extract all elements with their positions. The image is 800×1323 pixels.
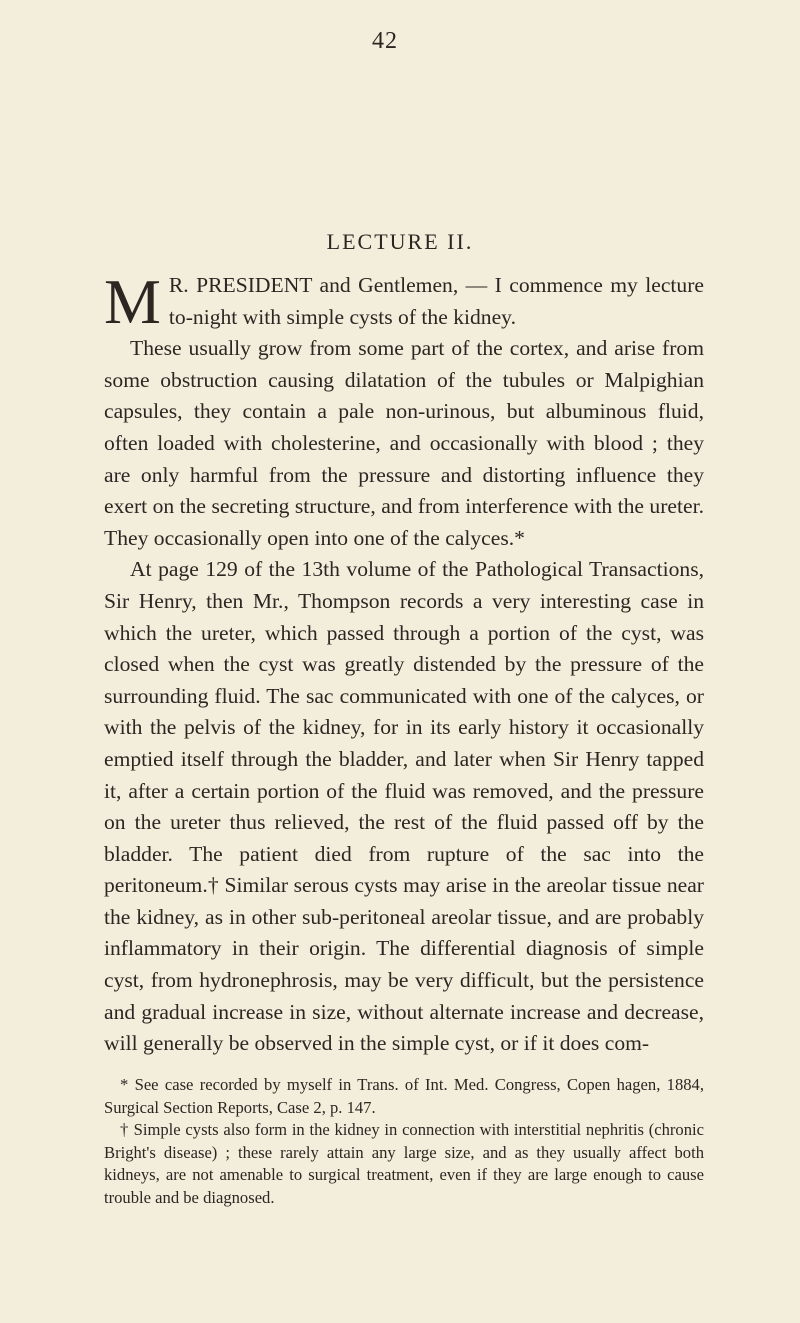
footnotes <box>104 1074 704 1209</box>
paragraph: These usually grow from some part of the cortex, and arise from some obstruction causing dilatation of the tubules or Malpighian capsules, they contain a pale non-urinous, but albuminous fluid, often loaded with cholesterine, and occasionally with blood ; they are only harmful from the pressure and distorting influence they exert on the secreting structure, and from interference with the ureter. They occasionally open into one of the calyces.* <box>104 336 704 550</box>
body-text <box>104 266 704 1060</box>
page-number: 42 <box>372 28 398 54</box>
drop-cap: M <box>104 266 161 337</box>
paragraph-opening <box>104 266 704 337</box>
paragraph-opening-text: R. PRESIDENT and Gentlemen, — I commence my lecture to-night with simple cysts of the kidney. <box>168 273 704 329</box>
footnote: † Simple cysts also form in the kidney in connection with interstitial nephritis (chronic Bright's disease) ; these rarely attain any large size, and as they usually affect both kidneys, are not amenable to surgical treatment, even if they are large enough to cause trouble and be diagnosed. <box>104 1120 704 1207</box>
paragraph: At page 129 of the 13th volume of the Pathological Transactions, Sir Henry, then Mr., Thompson records a very interesting case in which the ureter, which passed through a portion of the cyst, was closed when the cyst was greatly distended by the pressure of the surrounding fluid. The sac communicated with one of the calyces, or with the pelvis of the kidney, for in its early history it occasionally emptied itself through the bladder, and later when Sir Henry tapped it, after a certain portion of the fluid was removed, and the pressure on the ureter thus relieved, the rest of the fluid passed off by the bladder. The patient died from rupture of the sac into the peritoneum.† Similar serous cysts may arise in the areolar tissue near the kidney, as in other sub-peritoneal areolar tissue, and are probably inflammatory in their origin. The differential diagnosis of simple cyst, from hydronephrosis, may be very difficult, but the persistence and gradual increase in size, without alternate increase and decrease, will generally be observed in the simple cyst, or if it does com- <box>104 557 704 1056</box>
footnote: * See case recorded by myself in Trans. of Int. Med. Congress, Copen hagen, 1884, Surgical Section Reports, Case 2, p. 147. <box>104 1075 704 1117</box>
lecture-title: LECTURE II. <box>326 229 474 254</box>
